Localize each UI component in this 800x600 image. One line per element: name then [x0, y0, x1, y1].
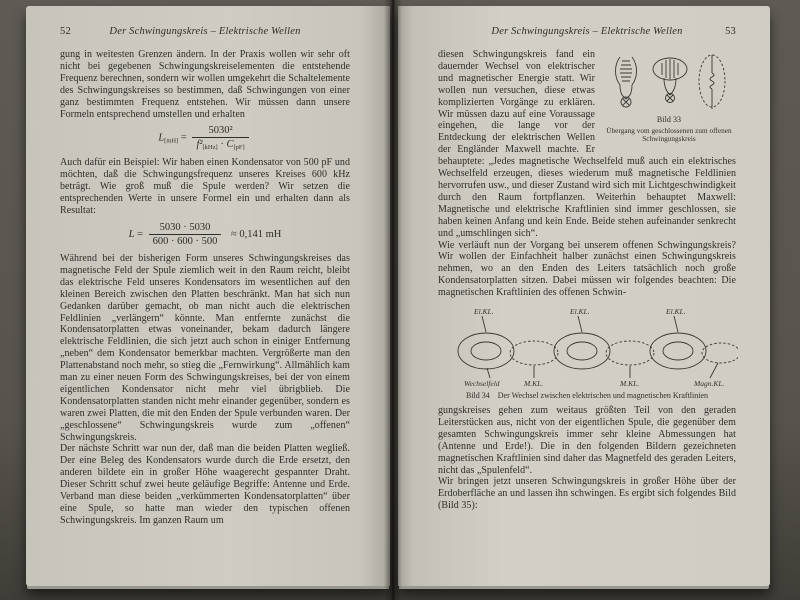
running-title-left: Der Schwingungskreis – Elektrische Wellen — [109, 26, 301, 37]
formula-example-result — [60, 222, 350, 247]
fraction — [192, 125, 248, 151]
equals-sign: = — [137, 228, 143, 240]
figure-33-caption: Übergang vom geschlossenen zum offenen Schwingungskreis — [606, 126, 732, 144]
figure-bild-33 — [602, 51, 736, 144]
figure-bild-34 — [438, 305, 736, 400]
opening-circuit-sketch — [653, 58, 687, 103]
field-line-label: El.KL. — [570, 307, 590, 317]
multiplication-dot: · — [220, 139, 224, 151]
page-number-left: 52 — [60, 26, 71, 37]
field-line-label: Magn.KL. — [694, 379, 725, 389]
field-line-label: Wechselfeld — [464, 379, 500, 389]
paragraph-open-circuit: Während bei der bisherigen Form unseres Schwingungskreises das magnetische Feld der Spule ziemlich weit in den Raum reicht, bleibt das elektrische Feld unseres Kondensators im wesentlichen auf den kleinen Bereich zwischen den Platten beschränkt. Man hat sich nun Gedanken darüber gemacht, ob man nicht auch die elektrischen Feldlinien „verlängern“ könnte. Man entfernte zunächst die Kondensatorplatten etwas voneinander, bekam dadurch längere elektrische Feldlinien, die sich jetzt auch schon in einiger Entfernung „neben“ dem Kondensator bemerkbar machten. Vergrößerte man den Plattenabstand noch mehr, so stieg die „Fernwirkung“. Allmählich kam man zu einer neuen Form des Schwingungskreises, bei der von einem eigentlichen Kondensator nicht mehr viel übrigblieb. Die Kondensatorplatten standen nicht mehr einander gegenüber, sondern es waren zwei Platten, die mit den Enden der Spule verbunden waren. Der „geschlossene“ Schwingungskreis wurde zum „offenen“ Schwingungskreis. — [60, 252, 350, 443]
electric-field-ellipses — [458, 333, 706, 369]
formula-subscript: [pF] — [233, 144, 245, 152]
field-line-label: M.KL. — [620, 379, 640, 389]
paragraph-bring-circuit-height: Wir bringen jetzt unseren Schwingungskreis in großer Höhe über der Erdoberfläche an und lassen ihn schwingen. Es ergibt sich folgendes Bild (Bild 35): — [438, 476, 736, 512]
figure-34-caption — [438, 391, 736, 400]
bild-34-drawing — [438, 305, 738, 389]
fraction-numerator: 5030² — [192, 125, 248, 138]
field-line-label: El.KL. — [666, 307, 686, 317]
formula-variable: L — [158, 132, 165, 144]
page-right — [398, 6, 770, 586]
paragraph-antenna-earth: Der nächste Schritt war nun der, daß man die beiden Platten wegließ. Der eine Beleg des Kondensators wurde durch die Erde ersetzt, den anderen bildete ein in großer Höhe waagerecht gespannter Draht. Dieser Schritt schuf zwei heute geläufige Begriffe: Antenne und Erde. Verband man diese beiden „verkümmerten Kondensatorplatten“ über eine Spule, so hatte man wieder den typischen offenen Schwingungskreis. Im ganzen Raum um — [60, 443, 350, 526]
figure-34-number: Bild 34 — [465, 391, 490, 401]
paragraph-maxwell — [438, 49, 736, 240]
closed-circuit-sketch — [616, 57, 637, 107]
formula-variable: f² — [196, 139, 203, 151]
open-dipole-sketch — [699, 55, 725, 109]
paragraph-example: Auch dafür ein Beispiel: Wir haben einen Kondensator von 500 pF und möchten, daß die Schwingungsfrequenz unseres Kreises 600 kHz beträgt. Wie groß muß die Spule werden? Wir setzen die entsprechenden Werte in unsere Formel ein und erhalten dann als Resultat: — [60, 157, 350, 217]
bild-33-drawing — [604, 51, 734, 113]
page-number-right: 53 — [725, 26, 736, 37]
fraction — [149, 222, 222, 247]
page-left — [26, 6, 390, 586]
fraction-denominator: 600 · 600 · 500 — [152, 235, 218, 247]
formula-variable: L — [128, 228, 135, 240]
paragraph-frequency-formula-intro: gung in weitesten Grenzen ändern. In der Praxis wollen wir sehr oft nicht bei gegebenen Schwingungskreiselementen die entstehende Frequenz berechnen, sondern wir wollen umgekehrt die Schaltelemente des Schwingungskreises so bestimmen, daß Schwingungen von einer ganz bestimmten Frequenz entstehen. Wir müssen dann unsere Formeln entsprechend umstellen und erhalten — [60, 49, 350, 120]
equals-sign: = — [180, 132, 187, 144]
figure-34-caption-text: Der Wechsel zwischen elektrischen und magnetischen Kraftlinien — [497, 391, 709, 401]
running-title-right: Der Schwingungskreis – Elektrische Wellen — [491, 26, 683, 37]
paragraph-open-circuit-process: Wie verläuft nun der Vorgang bei unserem offenen Schwingungskreis? Wir wollen der Einfachheit halber zunächst einen Schwingungskreis nehmen, wo an den Enden des Leiters tatsächlich noch große Kondensatorplatten sitzen. Dabei müssen wir folgendes beachten: Die magnetischen Kraftlinien des offenen Schwin- — [438, 239, 736, 299]
formula-variable: C — [226, 139, 234, 151]
formula-subscript: [mH] — [164, 137, 179, 145]
formula-subscript: [kHz] — [202, 144, 218, 152]
page-header-right — [438, 26, 736, 37]
field-line-label: M.KL. — [524, 379, 544, 389]
fraction-denominator — [192, 138, 248, 151]
page-header-left — [60, 26, 350, 37]
paragraph-straight-conductor: gungskreises gehen zum weitaus größten Teil von den geraden Leiterstücken aus, nicht von der eigentlichen Spule, die gegenüber dem gesamten Schwingungskreis immer sehr kleine Abmessungen hat (Antenne und Erde!). Die in den folgenden Bildern gezeichneten magnetischen Kraftlinien sind daher das Magnetfeld des geraden Leiters, nicht das „Spulenfeld“. — [438, 405, 736, 476]
formula-result: ≈ 0,141 mH — [231, 228, 282, 240]
figure-33-number: Bild 33 — [656, 115, 682, 124]
formula-inductance — [60, 125, 350, 151]
paragraph-maxwell-text: diesen Schwingungskreis fand ein dauernder Wechsel von elektrischer und magnetischer Energie statt. Wir wollen nun versuchen, diese etwas komplizierten Vorgänge zu erklären. Wir müssen dazu auf eine Voraussage eingehen, die lange vor der Entdeckung der elektrischen Wellen der Engländer Maxwell machte. Er behauptete: „Jedes magnetische Wechselfeld muß auch ein elektrisches Wechselfeld erzeugen, dieses wiederum muß magnetische Feldlinien hervorrufen usw., und dieser Zustand wird sich mit Lichtgeschwindigkeit durch den Raum fortpflanzen. Weiterhin behauptet Maxwell: Magnetische und elektrische Kraftlinien sind immer geschlossen, sie haben keinen Anfang und kein Ende. Beide stehen aufeinander senkrecht und „umschlingen sich“. — [438, 49, 736, 239]
fraction-numerator: 5030 · 5030 — [149, 222, 222, 235]
field-line-label: El.KL. — [474, 307, 494, 317]
